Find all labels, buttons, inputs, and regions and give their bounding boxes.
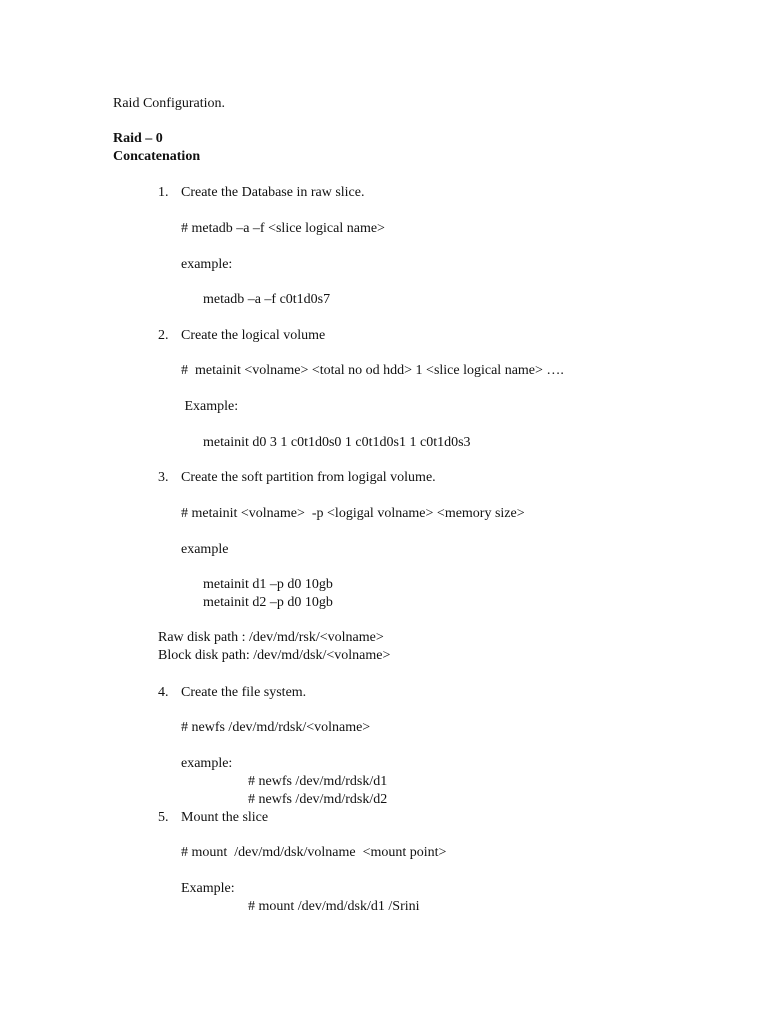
step-4-number: 4. — [158, 685, 169, 700]
step-4-example-label: example: — [181, 756, 233, 771]
step-5-example-label: Example: — [181, 881, 235, 896]
step-5-command: # mount /dev/md/dsk/volname <mount point> — [181, 845, 447, 860]
step-1-title: Create the Database in raw slice. — [181, 185, 365, 200]
step-3-number: 3. — [158, 470, 169, 485]
step-2-example-label: Example: — [181, 399, 239, 414]
step-5-number: 5. — [158, 810, 169, 825]
step-4-command: # newfs /dev/md/rdsk/<volname> — [181, 720, 371, 735]
heading-raid-0: Raid – 0 — [113, 131, 163, 146]
step-5-title: Mount the slice — [181, 810, 269, 825]
step-3-command: # metainit <volname> -p <logigal volname> <memory size> — [181, 506, 525, 521]
step-3-title: Create the soft partition from logigal volume. — [181, 470, 436, 485]
step-3-example-1: metainit d1 –p d0 10gb — [203, 577, 333, 592]
step-3-example-label: example — [181, 542, 229, 557]
step-5-example: # mount /dev/md/dsk/d1 /Srini — [248, 899, 420, 914]
step-1-example: metadb –a –f c0t1d0s7 — [203, 292, 331, 307]
step-2-command: # metainit <volname> <total no od hdd> 1 <slice logical name> …. — [181, 363, 564, 378]
block-disk-path: Block disk path: /dev/md/dsk/<volname> — [158, 648, 391, 663]
step-2-number: 2. — [158, 328, 169, 343]
raw-disk-path: Raw disk path : /dev/md/rsk/<volname> — [158, 630, 384, 645]
intro-text: Raid Configuration. — [113, 96, 225, 111]
step-4-example-2: # newfs /dev/md/rdsk/d2 — [248, 792, 388, 807]
step-1-command: # metadb –a –f <slice logical name> — [181, 221, 385, 236]
step-4-example-1: # newfs /dev/md/rdsk/d1 — [248, 774, 388, 789]
step-2-example: metainit d0 3 1 c0t1d0s0 1 c0t1d0s1 1 c0t1d0s3 — [203, 435, 471, 450]
step-2-title: Create the logical volume — [181, 328, 326, 343]
step-3-example-2: metainit d2 –p d0 10gb — [203, 595, 333, 610]
heading-concatenation: Concatenation — [113, 149, 201, 164]
step-1-number: 1. — [158, 185, 169, 200]
step-1-example-label: example: — [181, 257, 233, 272]
step-4-title: Create the file system. — [181, 685, 307, 700]
